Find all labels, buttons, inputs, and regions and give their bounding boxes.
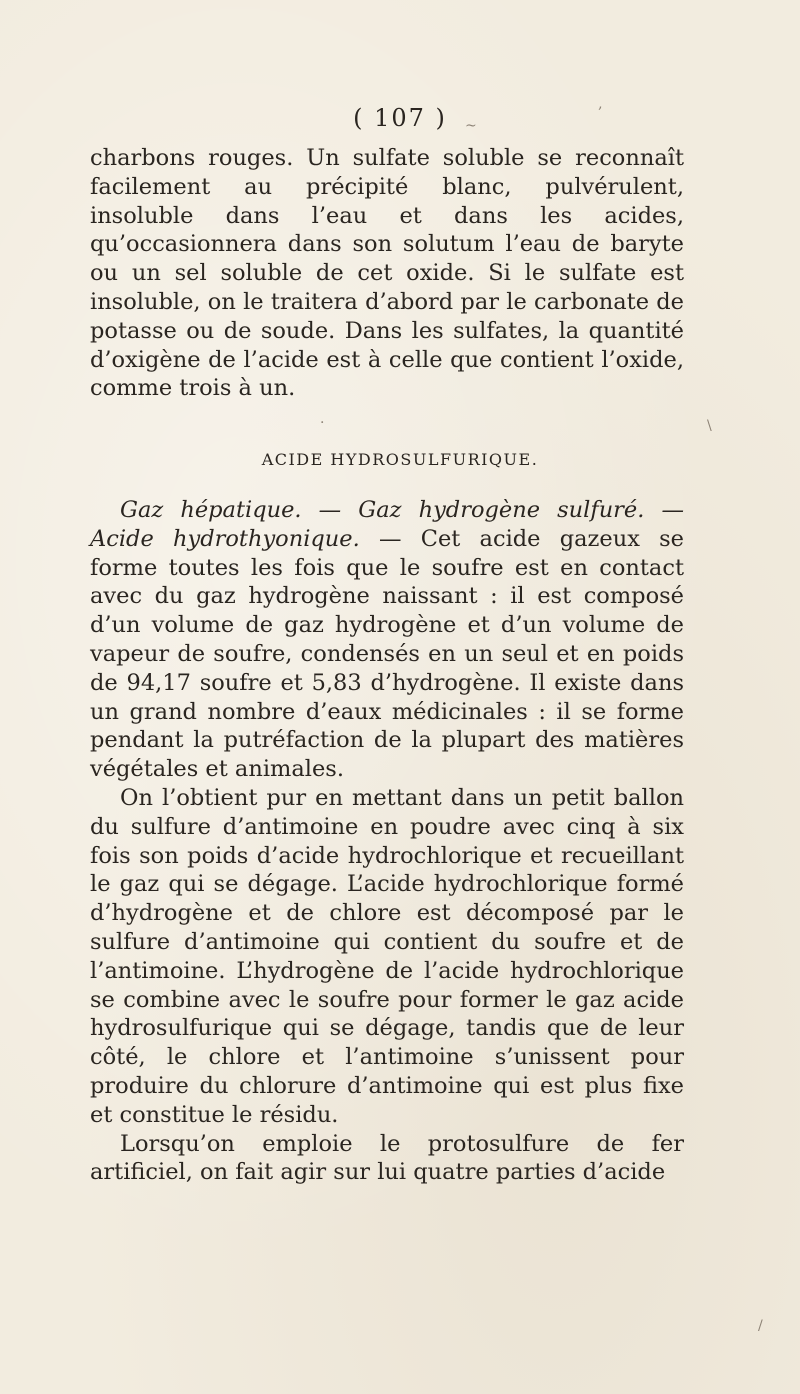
ink-speck: / bbox=[758, 1318, 763, 1334]
synonyms-italic: Gaz hépatique. — Gaz hydrogène sulfuré. — Acide hydrothyonique. bbox=[90, 497, 684, 552]
section-title: ACIDE HYDROSULFURIQUE. bbox=[261, 450, 539, 469]
page-number: ( 107 ) bbox=[353, 104, 447, 132]
paragraph-2: On l’obtient pur en mettant dans un petit ballon du sulfure d’antimoine en poudre avec cinq à six fois son poids d’acide hydrochlorique et recueillant le gaz qui se dégage. L’acide hydrochlorique formé d’hydrogène et de chlore est décomposé par le sulfure d’antimoine qui contient du soufre et de l’antimoine. L’hydrogène de l’acide hydrochlorique se combine avec le soufre pour former le gaz acide hydrosulfurique qui se dégage, tandis que de leur côté, le chlore et l’antimoine s’unissent pour produire du chlorure d’antimoine qui est plus fixe et constitue le résidu. bbox=[90, 784, 684, 1128]
ink-speck: ‚ bbox=[598, 96, 603, 112]
ink-speck: ~ bbox=[465, 118, 477, 134]
paragraph-1-body: — Cet acide gazeux se forme toutes les fois que le soufre est en contact avec du gaz hydrogène naissant : il est composé d’un volume de gaz hydrogène et d’un volume de vapeur de soufre, condensés en un seul et en poids de 94,17 soufre et 5,83 d’hydrogène. Il existe dans un grand nombre d’eaux médicinales : il se forme pendant la putréfaction de la plupart des matières végétales et animales. bbox=[90, 525, 685, 783]
paragraph-1 bbox=[90, 496, 684, 784]
paragraph-3: Lorsqu’on emploie le protosulfure de fer artificiel, on fait agir sur lui quatre parties d’acide bbox=[90, 1130, 684, 1186]
ink-speck: \ bbox=[707, 418, 712, 434]
intro-paragraph bbox=[90, 144, 684, 403]
ink-speck: · bbox=[320, 415, 325, 431]
intro-text: charbons rouges. Un sulfate soluble se reconnaît facilement au précipité blanc, pulvérulent, insoluble dans l’eau et dans les acides, qu’occasionnera dans son solutum l’eau de baryte ou un sel soluble de cet oxide. Si le sulfate est insoluble, on le traitera d’abord par le carbonate de potasse ou de soude. Dans les sulfates, la quantité d’oxigène de l’acide est à celle que contient l’oxide, comme trois à un. bbox=[90, 145, 684, 402]
section-body bbox=[90, 496, 684, 1187]
